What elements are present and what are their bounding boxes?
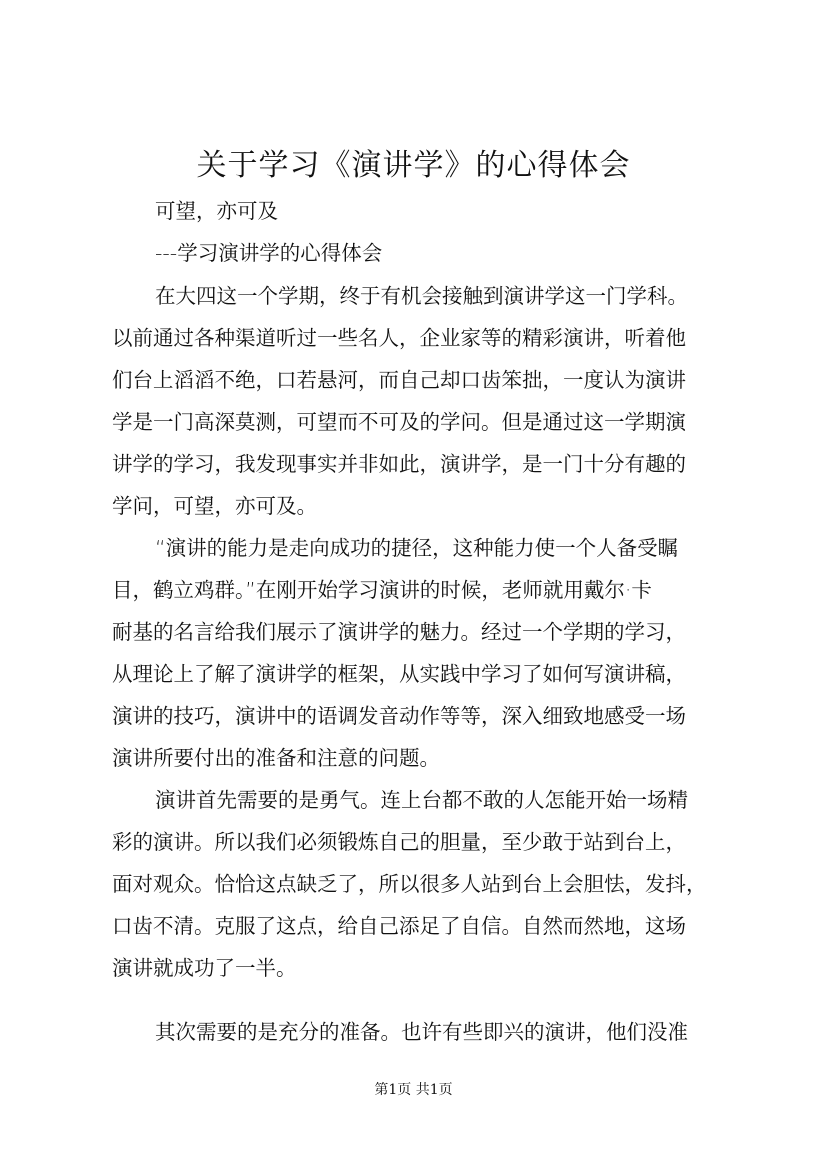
subtitle-line: ---学习演讲学的心得体会 [155,241,383,265]
paragraph-line: 彩的演讲。所以我们必须锻炼自己的胆量，至少敢于站到台上， [112,830,686,854]
paragraph-line: 在大四这一个学期，终于有机会接触到演讲学这一门学科。 [155,284,688,308]
subtitle-line: 可望，亦可及 [155,199,278,223]
paragraph-line: 学是一门高深莫测，可望而不可及的学问。但是通过这一学期演 [112,410,686,434]
paragraph-line: 目，鹤立鸡群。”在刚开始学习演讲的时候，老师就用戴尔·卡 [112,578,652,602]
paragraph-line: 以前通过各种渠道听过一些名人，企业家等的精彩演讲，听着他 [112,326,686,350]
paragraph-line: 其次需要的是充分的准备。也许有些即兴的演讲，他们没准 [155,1020,688,1044]
paragraph-line: 演讲的技巧，演讲中的语调发音动作等等，深入细致地感受一场 [112,704,686,728]
paragraph-line: 学问，可望，亦可及。 [112,494,317,518]
paragraph-line: 演讲首先需要的是勇气。连上台都不敢的人怎能开始一场精 [155,788,688,812]
document-title: 关于学习《演讲学》的心得体会 [196,148,631,183]
page-number-footer: 第1页 共1页 [374,1082,453,1098]
paragraph-line: 讲学的学习，我发现事实并非如此，演讲学，是一门十分有趣的 [112,452,686,476]
paragraph-line: 耐基的名言给我们展示了演讲学的魅力。经过一个学期的学习， [112,620,686,644]
paragraph-line: 从理论上了解了演讲学的框架，从实践中学习了如何写演讲稿， [112,662,686,686]
paragraph-line: 演讲所要付出的准备和注意的问题。 [112,746,440,770]
paragraph-line: 演讲就成功了一半。 [112,956,297,980]
paragraph-line: 面对观众。恰恰这点缺乏了，所以很多人站到台上会胆怯，发抖， [112,872,707,896]
paragraph-line: “演讲的能力是走向成功的捷径，这种能力使一个人备受瞩 [155,536,679,560]
paragraph-line: 们台上滔滔不绝，口若悬河，而自己却口齿笨拙，一度认为演讲 [112,368,686,392]
paragraph-line: 口齿不清。克服了这点，给自己添足了自信。自然而然地，这场 [112,914,686,938]
